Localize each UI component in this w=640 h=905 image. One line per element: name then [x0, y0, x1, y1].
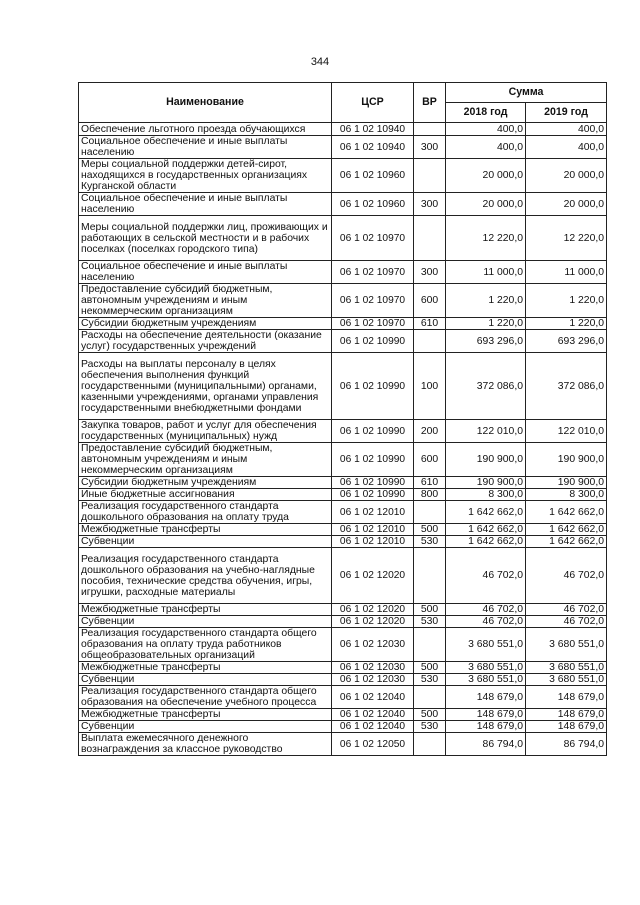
cell-csr: 06 1 02 12010: [332, 501, 414, 524]
cell-sum-2018: 20 000,0: [446, 159, 526, 193]
cell-vr: [414, 123, 446, 136]
cell-vr: 500: [414, 524, 446, 536]
cell-name: Межбюджетные трансферты: [79, 662, 332, 674]
cell-csr: 06 1 02 10990: [332, 330, 414, 353]
header-vr: ВР: [414, 83, 446, 123]
cell-vr: 100: [414, 353, 446, 420]
cell-sum-2019: 1 642 662,0: [526, 501, 607, 524]
cell-sum-2018: 122 010,0: [446, 420, 526, 443]
cell-csr: 06 1 02 10960: [332, 159, 414, 193]
cell-vr: [414, 501, 446, 524]
cell-sum-2018: 12 220,0: [446, 216, 526, 261]
cell-vr: 530: [414, 721, 446, 733]
cell-sum-2018: 148 679,0: [446, 721, 526, 733]
cell-csr: 06 1 02 12050: [332, 733, 414, 756]
cell-name: Меры социальной поддержки лиц, проживающих и работающих в сельской местности и в рабочих поселках (поселках городского типа): [79, 216, 332, 261]
cell-sum-2019: 3 680 551,0: [526, 674, 607, 686]
cell-vr: [414, 686, 446, 709]
cell-csr: 06 1 02 12030: [332, 628, 414, 662]
table-row: [79, 330, 607, 353]
cell-name: Реализация государственного стандарта дошкольного образования на учебно-наглядные пособия, технические средства обучения, игры, игрушки, расходные материалы: [79, 548, 332, 604]
cell-csr: 06 1 02 10970: [332, 284, 414, 318]
table-row: [79, 709, 607, 721]
cell-sum-2018: 190 900,0: [446, 443, 526, 477]
cell-sum-2019: 1 220,0: [526, 284, 607, 318]
table-row: [79, 123, 607, 136]
cell-sum-2018: 3 680 551,0: [446, 628, 526, 662]
cell-csr: 06 1 02 12010: [332, 524, 414, 536]
cell-vr: 500: [414, 709, 446, 721]
cell-sum-2019: 11 000,0: [526, 261, 607, 284]
table-row: [79, 193, 607, 216]
cell-sum-2018: 3 680 551,0: [446, 674, 526, 686]
cell-csr: 06 1 02 12040: [332, 709, 414, 721]
cell-name: Обеспечение льготного проезда обучающихся: [79, 123, 332, 136]
table-row: [79, 536, 607, 548]
cell-name: Реализация государственного стандарта дошкольного образования на оплату труда: [79, 501, 332, 524]
cell-csr: 06 1 02 10990: [332, 489, 414, 501]
cell-name: Субвенции: [79, 616, 332, 628]
cell-sum-2019: 46 702,0: [526, 548, 607, 604]
cell-sum-2019: 693 296,0: [526, 330, 607, 353]
cell-sum-2018: 372 086,0: [446, 353, 526, 420]
cell-vr: [414, 159, 446, 193]
cell-vr: 500: [414, 604, 446, 616]
cell-name: Субвенции: [79, 721, 332, 733]
cell-sum-2018: 1 220,0: [446, 318, 526, 330]
cell-name: Межбюджетные трансферты: [79, 524, 332, 536]
table-row: [79, 686, 607, 709]
cell-csr: 06 1 02 10990: [332, 420, 414, 443]
cell-name: Реализация государственного стандарта общего образования на оплату труда работников общеобразовательных организаций: [79, 628, 332, 662]
cell-name: Расходы на выплаты персоналу в целях обеспечения выполнения функций государственными (муниципальными) органами, казенными учреждениями, органами управления государственными внебюджетными фондами: [79, 353, 332, 420]
cell-sum-2018: 693 296,0: [446, 330, 526, 353]
table-row: [79, 616, 607, 628]
cell-name: Субсидии бюджетным учреждениям: [79, 477, 332, 489]
header-year-2018: 2018 год: [446, 103, 526, 123]
cell-vr: 530: [414, 536, 446, 548]
cell-csr: 06 1 02 12040: [332, 721, 414, 733]
cell-name: Иные бюджетные ассигнования: [79, 489, 332, 501]
cell-sum-2019: 1 642 662,0: [526, 536, 607, 548]
cell-vr: [414, 548, 446, 604]
cell-sum-2019: 8 300,0: [526, 489, 607, 501]
table-row: [79, 159, 607, 193]
cell-name: Меры социальной поддержки детей-сирот, находящихся в государственных организациях Курганской области: [79, 159, 332, 193]
budget-table: [78, 82, 607, 756]
table-header: [79, 83, 607, 123]
cell-sum-2019: 20 000,0: [526, 159, 607, 193]
table-row: [79, 477, 607, 489]
cell-sum-2019: 122 010,0: [526, 420, 607, 443]
cell-vr: 200: [414, 420, 446, 443]
cell-csr: 06 1 02 10970: [332, 318, 414, 330]
cell-sum-2018: 1 220,0: [446, 284, 526, 318]
cell-sum-2019: 148 679,0: [526, 686, 607, 709]
cell-csr: 06 1 02 12020: [332, 548, 414, 604]
cell-name: Межбюджетные трансферты: [79, 709, 332, 721]
cell-sum-2019: 1 220,0: [526, 318, 607, 330]
cell-sum-2019: 3 680 551,0: [526, 628, 607, 662]
cell-sum-2019: 190 900,0: [526, 443, 607, 477]
table-row: [79, 733, 607, 756]
cell-sum-2019: 190 900,0: [526, 477, 607, 489]
cell-vr: 530: [414, 674, 446, 686]
table-row: [79, 501, 607, 524]
cell-sum-2019: 1 642 662,0: [526, 524, 607, 536]
cell-sum-2019: 3 680 551,0: [526, 662, 607, 674]
cell-sum-2018: 3 680 551,0: [446, 662, 526, 674]
cell-sum-2019: 86 794,0: [526, 733, 607, 756]
cell-csr: 06 1 02 12040: [332, 686, 414, 709]
cell-name: Субсидии бюджетным учреждениям: [79, 318, 332, 330]
cell-sum-2019: 400,0: [526, 136, 607, 159]
cell-sum-2019: 46 702,0: [526, 604, 607, 616]
cell-sum-2018: 20 000,0: [446, 193, 526, 216]
table-row: [79, 216, 607, 261]
table-row: [79, 674, 607, 686]
table-row: [79, 721, 607, 733]
cell-sum-2018: 190 900,0: [446, 477, 526, 489]
table-row: [79, 604, 607, 616]
table-row: [79, 136, 607, 159]
table-row: [79, 443, 607, 477]
cell-sum-2018: 400,0: [446, 123, 526, 136]
cell-csr: 06 1 02 12030: [332, 662, 414, 674]
cell-vr: 300: [414, 261, 446, 284]
cell-csr: 06 1 02 10990: [332, 477, 414, 489]
table-row: [79, 662, 607, 674]
cell-sum-2019: 12 220,0: [526, 216, 607, 261]
cell-vr: 500: [414, 662, 446, 674]
cell-vr: [414, 628, 446, 662]
cell-sum-2018: 8 300,0: [446, 489, 526, 501]
cell-sum-2018: 1 642 662,0: [446, 536, 526, 548]
table-row: [79, 420, 607, 443]
cell-csr: 06 1 02 12010: [332, 536, 414, 548]
table-row: [79, 548, 607, 604]
cell-vr: 300: [414, 136, 446, 159]
cell-sum-2018: 1 642 662,0: [446, 501, 526, 524]
cell-vr: 530: [414, 616, 446, 628]
cell-csr: 06 1 02 10940: [332, 123, 414, 136]
cell-sum-2018: 1 642 662,0: [446, 524, 526, 536]
cell-name: Социальное обеспечение и иные выплаты населению: [79, 193, 332, 216]
table-body: [79, 123, 607, 756]
cell-sum-2018: 148 679,0: [446, 686, 526, 709]
header-name: Наименование: [79, 83, 332, 123]
cell-sum-2019: 400,0: [526, 123, 607, 136]
cell-sum-2018: 46 702,0: [446, 616, 526, 628]
header-csr: ЦСР: [332, 83, 414, 123]
cell-name: Социальное обеспечение и иные выплаты населению: [79, 261, 332, 284]
cell-name: Межбюджетные трансферты: [79, 604, 332, 616]
cell-csr: 06 1 02 10990: [332, 443, 414, 477]
table-row: [79, 318, 607, 330]
cell-name: Выплата ежемесячного денежного вознаграждения за классное руководство: [79, 733, 332, 756]
cell-vr: 800: [414, 489, 446, 501]
cell-name: Предоставление субсидий бюджетным, автономным учреждениям и иным некоммерческим организациям: [79, 284, 332, 318]
cell-sum-2019: 46 702,0: [526, 616, 607, 628]
cell-vr: 300: [414, 193, 446, 216]
cell-sum-2018: 86 794,0: [446, 733, 526, 756]
cell-name: Субвенции: [79, 536, 332, 548]
cell-sum-2019: 148 679,0: [526, 709, 607, 721]
header-sum: Сумма: [446, 83, 607, 103]
cell-name: Закупка товаров, работ и услуг для обеспечения государственных (муниципальных) нужд: [79, 420, 332, 443]
cell-name: Субвенции: [79, 674, 332, 686]
cell-sum-2018: 11 000,0: [446, 261, 526, 284]
cell-vr: 610: [414, 477, 446, 489]
cell-csr: 06 1 02 10940: [332, 136, 414, 159]
cell-vr: [414, 216, 446, 261]
cell-sum-2019: 20 000,0: [526, 193, 607, 216]
cell-name: Предоставление субсидий бюджетным, автономным учреждениям и иным некоммерческим организациям: [79, 443, 332, 477]
cell-name: Расходы на обеспечение деятельности (оказание услуг) государственных учреждений: [79, 330, 332, 353]
table-row: [79, 628, 607, 662]
table-row: [79, 524, 607, 536]
cell-vr: [414, 330, 446, 353]
cell-csr: 06 1 02 10970: [332, 216, 414, 261]
cell-vr: 600: [414, 443, 446, 477]
cell-vr: [414, 733, 446, 756]
cell-sum-2018: 46 702,0: [446, 548, 526, 604]
table-row: [79, 489, 607, 501]
cell-vr: 600: [414, 284, 446, 318]
cell-name: Реализация государственного стандарта общего образования на обеспечение учебного процесса: [79, 686, 332, 709]
cell-sum-2019: 148 679,0: [526, 721, 607, 733]
cell-sum-2019: 372 086,0: [526, 353, 607, 420]
cell-sum-2018: 400,0: [446, 136, 526, 159]
cell-csr: 06 1 02 12020: [332, 616, 414, 628]
cell-csr: 06 1 02 12020: [332, 604, 414, 616]
cell-sum-2018: 46 702,0: [446, 604, 526, 616]
table-row: [79, 284, 607, 318]
cell-vr: 610: [414, 318, 446, 330]
cell-csr: 06 1 02 12030: [332, 674, 414, 686]
cell-csr: 06 1 02 10990: [332, 353, 414, 420]
cell-csr: 06 1 02 10960: [332, 193, 414, 216]
table-row: [79, 261, 607, 284]
page-number: 344: [310, 56, 330, 68]
cell-name: Социальное обеспечение и иные выплаты населению: [79, 136, 332, 159]
table-row: [79, 353, 607, 420]
cell-sum-2018: 148 679,0: [446, 709, 526, 721]
header-year-2019: 2019 год: [526, 103, 607, 123]
cell-csr: 06 1 02 10970: [332, 261, 414, 284]
